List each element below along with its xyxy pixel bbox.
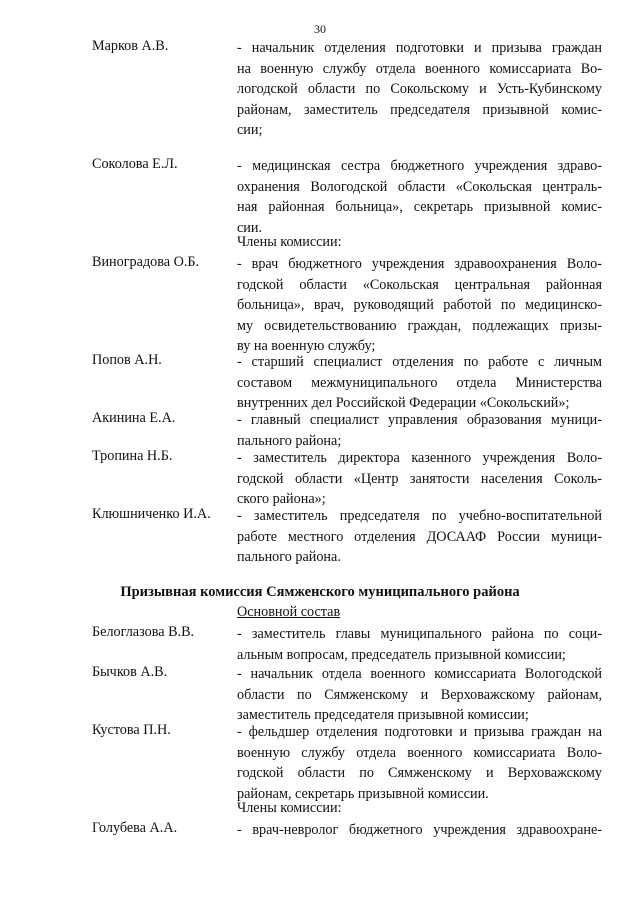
desc-line: годской области «Сокольская центральная районная bbox=[237, 276, 602, 293]
desc-line: пального района; bbox=[237, 432, 342, 449]
desc-line: - фельдшер отделения подготовки и призыва граждан на bbox=[237, 724, 602, 740]
desc-line: - начальник отдела военного комиссариата Вологодской bbox=[237, 666, 602, 682]
member-description bbox=[237, 722, 602, 804]
desc-line: годской области по Сямженскому и Верховажскому bbox=[237, 765, 602, 781]
desc-line: на военную службу отдела военного комиссариата Во- bbox=[237, 60, 602, 77]
commission-members-label: Члены комиссии: bbox=[237, 234, 342, 250]
desc-line: ная районная больница», секретарь призывной комис- bbox=[237, 199, 602, 215]
desc-line: сии; bbox=[237, 122, 263, 138]
desc-line: - главный специалист управления образования муници- bbox=[237, 412, 602, 428]
member-name: Клюшниченко И.А. bbox=[92, 506, 211, 522]
member-name: Бычков А.В. bbox=[92, 664, 168, 680]
member-name: Виноградова О.Б. bbox=[92, 254, 200, 270]
desc-line: больница», врач, руководящий работой по медицинско- bbox=[237, 297, 602, 313]
member-description bbox=[237, 820, 602, 841]
member-name: Голубева А.А. bbox=[92, 820, 178, 836]
page-number: 30 bbox=[314, 22, 326, 36]
desc-line: - врач-невролог бюджетного учреждения здравоохране- bbox=[237, 822, 602, 838]
member-description bbox=[237, 156, 602, 238]
desc-line: - медицинская сестра бюджетного учреждения здраво- bbox=[237, 158, 602, 174]
desc-line: военную службу отдела военного комиссариата Воло- bbox=[237, 744, 602, 761]
desc-line: альным вопросам, председатель призывной комиссии; bbox=[237, 646, 566, 663]
desc-line: - заместитель главы муниципального района по соци- bbox=[237, 626, 602, 642]
desc-line: внутренних дел Российской Федерации «Сокольский»; bbox=[237, 395, 570, 411]
member-name: Марков А.В. bbox=[92, 38, 169, 54]
desc-line: районам, заместитель председателя призывной комис- bbox=[237, 101, 602, 118]
desc-line: ского района»; bbox=[237, 491, 326, 507]
desc-line: сии. bbox=[237, 219, 263, 236]
desc-line: районам, секретарь призывной комиссии. bbox=[237, 785, 489, 802]
desc-line: составом межмуниципального отдела Министерства bbox=[237, 374, 602, 391]
section-subheading: Основной состав bbox=[237, 604, 341, 620]
desc-line: пального района. bbox=[237, 549, 341, 565]
desc-line: годской области «Центр занятости населения Соколь- bbox=[237, 470, 602, 487]
desc-line: - начальник отделения подготовки и призыва граждан bbox=[237, 40, 602, 56]
section-heading: Призывная комиссия Сямженского муниципального района bbox=[120, 584, 520, 600]
member-description bbox=[237, 448, 602, 510]
desc-line: - заместитель директора казенного учреждения Воло- bbox=[237, 450, 602, 466]
member-name: Попов А.Н. bbox=[92, 352, 162, 368]
commission-members-label: Члены комиссии: bbox=[237, 800, 342, 816]
member-description bbox=[237, 506, 602, 568]
desc-line: - заместитель председателя по учебно-воспитательной bbox=[237, 508, 602, 524]
desc-line: - врач бюджетного учреждения здравоохранения Воло- bbox=[237, 256, 602, 272]
desc-line: логодской области по Сокольскому и Усть-Кубинскому bbox=[237, 81, 602, 97]
member-description bbox=[237, 352, 602, 414]
desc-line: заместитель председателя призывной комиссии; bbox=[237, 707, 529, 723]
desc-line: ву на военную службу; bbox=[237, 338, 376, 354]
desc-line: области по Сямженскому и Верховажскому районам, bbox=[237, 686, 602, 703]
member-name: Белоглазова В.В. bbox=[92, 624, 195, 640]
member-description bbox=[237, 254, 602, 357]
member-description bbox=[237, 410, 602, 451]
member-name: Акинина Е.А. bbox=[92, 410, 176, 426]
member-name: Тропина Н.Б. bbox=[92, 448, 173, 464]
member-name: Кустова П.Н. bbox=[92, 722, 171, 738]
member-description bbox=[237, 624, 602, 665]
member-description bbox=[237, 38, 602, 141]
desc-line: охранения Вологодской области «Сокольская централь- bbox=[237, 178, 602, 195]
member-name: Соколова Е.Л. bbox=[92, 156, 178, 172]
member-description bbox=[237, 664, 602, 726]
desc-line: работе местного отделения ДОСААФ России муници- bbox=[237, 528, 602, 545]
desc-line: му освидетельствованию граждан, подлежащих призы- bbox=[237, 317, 602, 334]
desc-line: - старший специалист отделения по работе с личным bbox=[237, 354, 602, 370]
